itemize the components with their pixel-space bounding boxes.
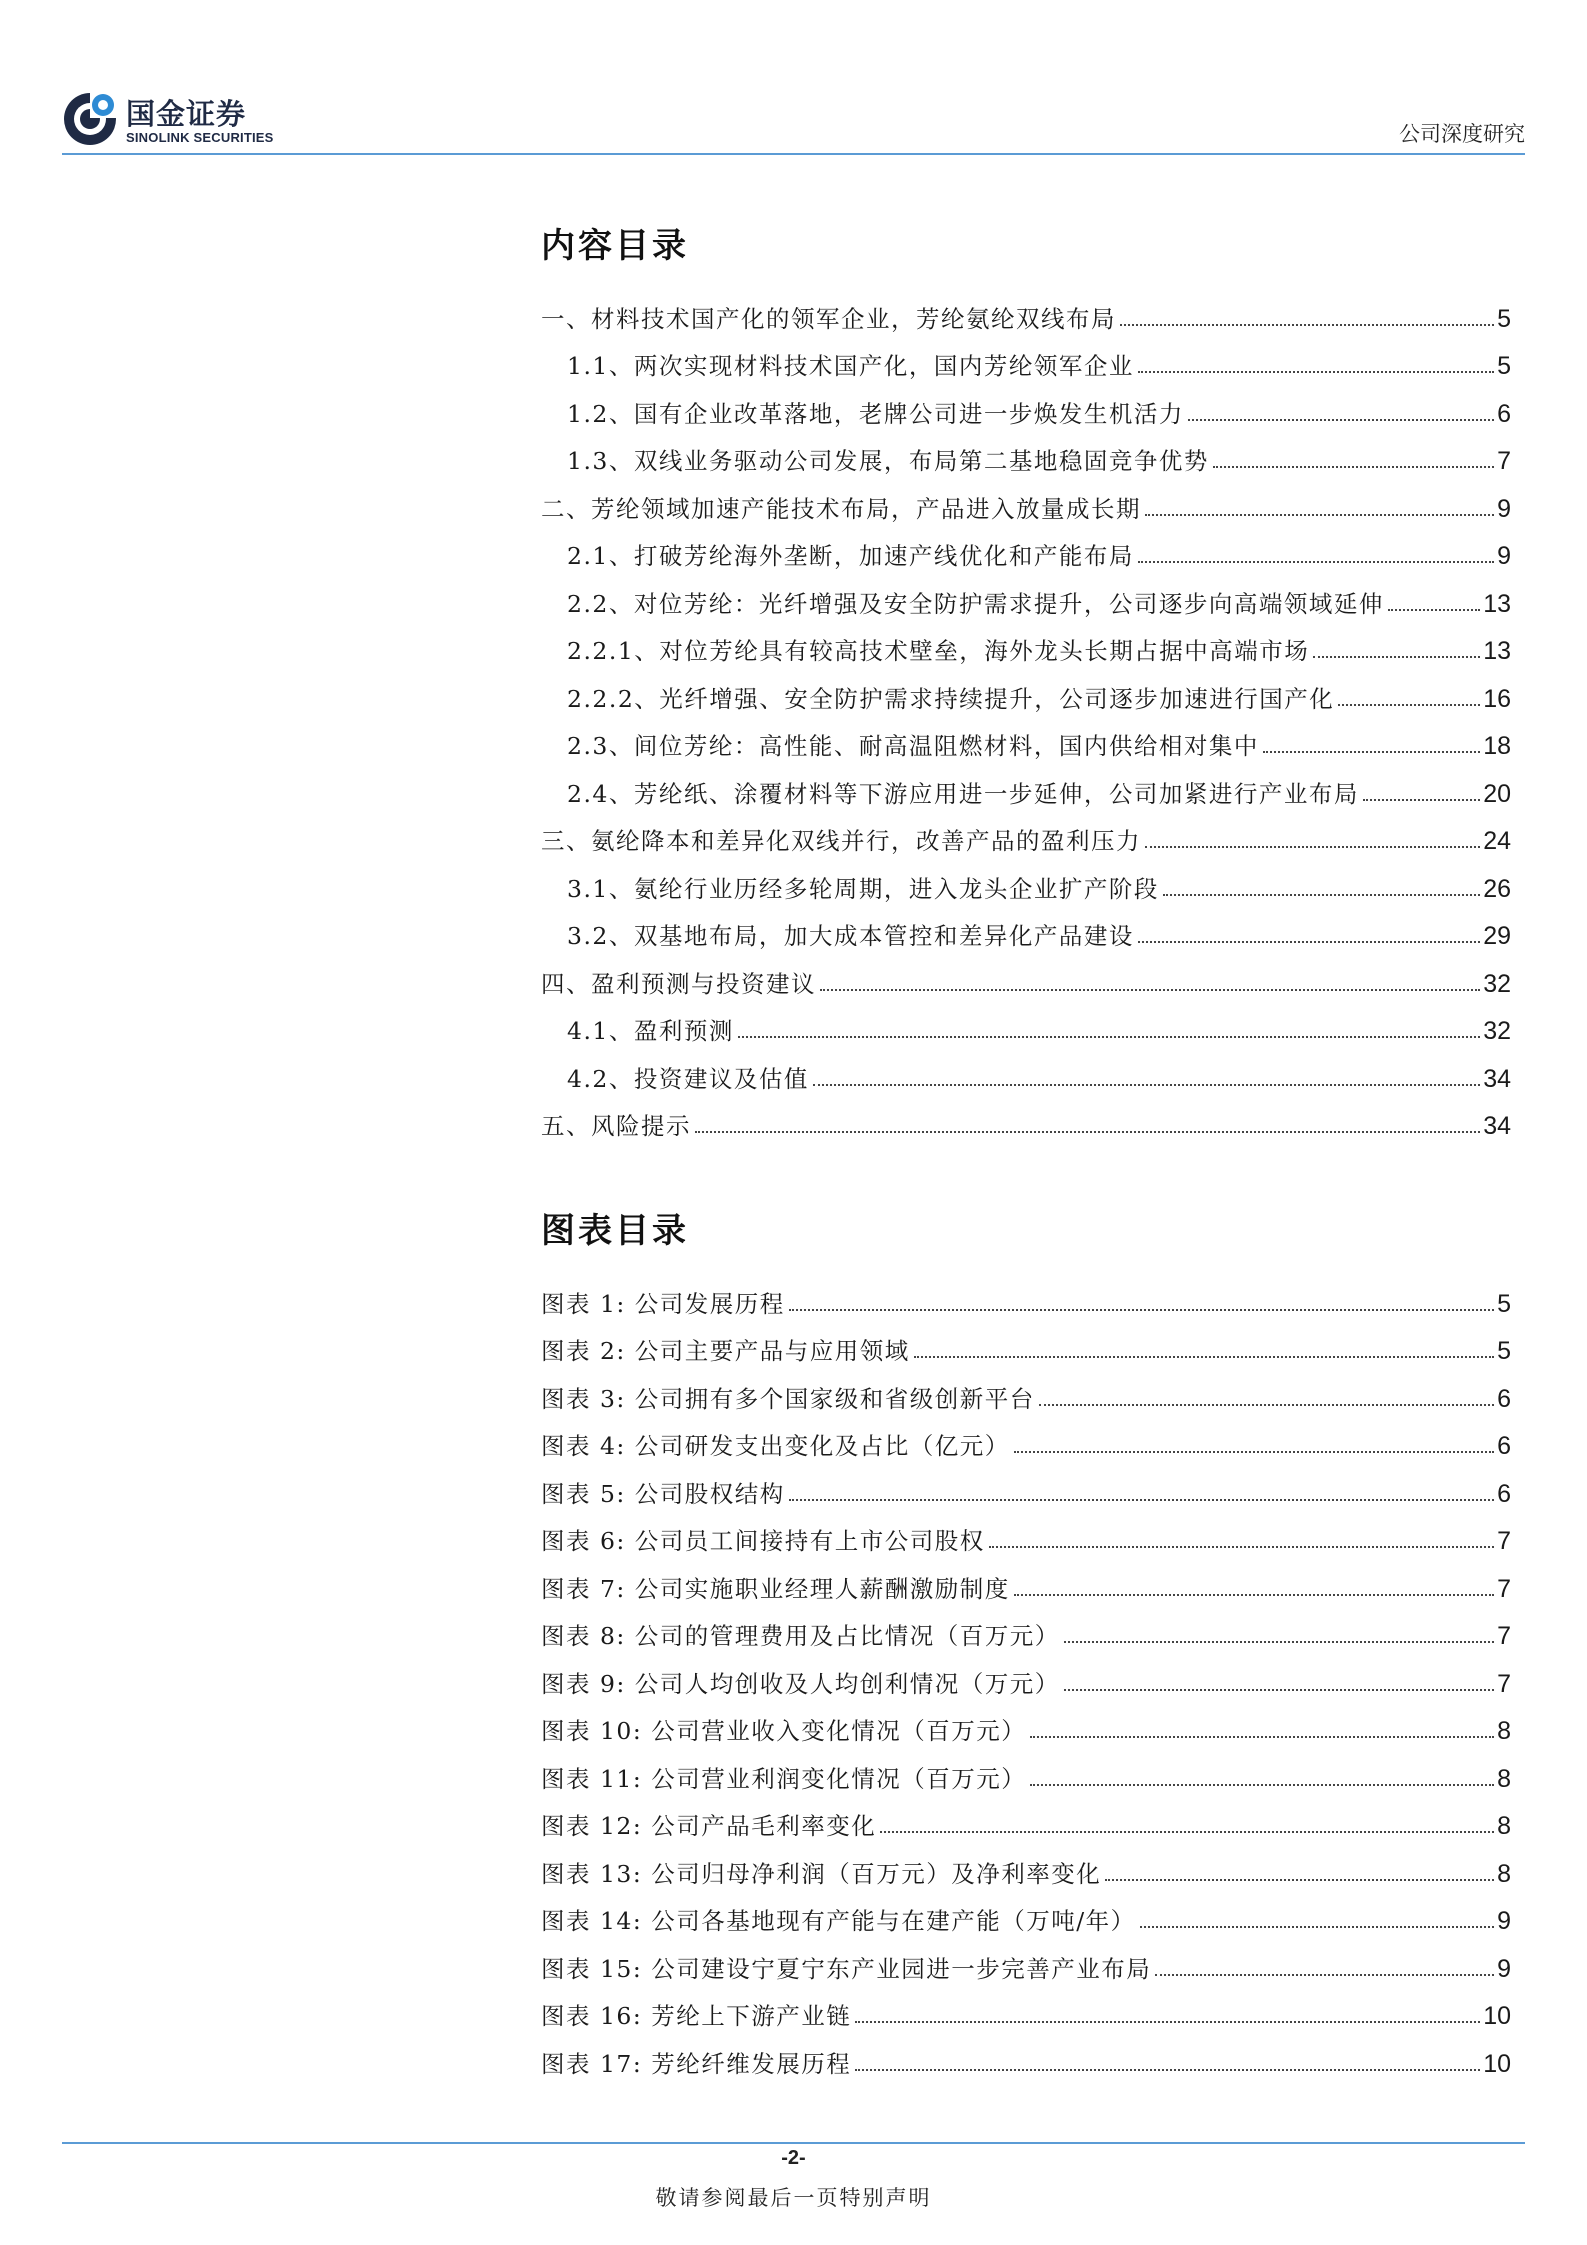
figure-entry-page-number: 8 [1497, 1812, 1511, 1840]
leader-dots [880, 1831, 1494, 1833]
figures-list [541, 1275, 1511, 2083]
leader-dots [1014, 1451, 1494, 1453]
figure-entry[interactable] [541, 1370, 1511, 1418]
leader-dots [1064, 1689, 1494, 1691]
leader-dots [855, 2021, 1480, 2023]
page-body [541, 222, 1511, 2083]
leader-dots [1163, 894, 1480, 896]
contents-entry[interactable] [541, 338, 1511, 386]
figure-entry-label: 图表 13: 公司归母净利润（百万元）及净利率变化 [541, 1859, 1102, 1888]
figure-entry-label: 图表 1: 公司发展历程 [541, 1289, 785, 1318]
leader-dots [1138, 561, 1494, 563]
leader-dots [1213, 466, 1494, 468]
figure-entry-page-number: 8 [1497, 1859, 1511, 1888]
contents-entry[interactable] [541, 813, 1511, 861]
contents-entry-label: 四、盈利预测与投资建议 [541, 969, 816, 998]
leader-dots [738, 1036, 1480, 1038]
figure-entry-page-number: 8 [1497, 1717, 1511, 1745]
contents-entry[interactable] [541, 575, 1511, 623]
leader-dots [1313, 656, 1480, 658]
figure-entry[interactable] [541, 1465, 1511, 1513]
contents-entry-label: 二、芳纶领域加速产能技术布局，产品进入放量成长期 [541, 494, 1141, 523]
leader-dots [1138, 941, 1480, 943]
contents-entry-label: 2.2.2、光纤增强、安全防护需求持续提升，公司逐步加速进行国产化 [567, 684, 1335, 713]
leader-dots [1155, 1974, 1494, 1976]
logo-chinese-name: 国金证券 [126, 97, 247, 131]
contents-entry[interactable] [541, 718, 1511, 766]
leader-dots [1188, 419, 1494, 421]
figure-entry-label: 图表 10: 公司营业收入变化情况（百万元） [541, 1717, 1027, 1745]
report-type-label: 公司深度研究 [1399, 122, 1525, 146]
figure-entry[interactable] [541, 1988, 1511, 2036]
contents-entry-label: 三、氨纶降本和差异化双线并行，改善产品的盈利压力 [541, 827, 1141, 855]
contents-entry-label: 五、风险提示 [541, 1112, 691, 1140]
contents-entry-page-number: 32 [1483, 1017, 1511, 1045]
figure-entry-page-number: 9 [1497, 1907, 1511, 1935]
contents-entry-label: 2.2.1、对位芳纶具有较高技术壁垒，海外龙头长期占据中高端市场 [567, 637, 1310, 665]
figure-entry-page-number: 7 [1497, 1622, 1511, 1650]
figure-entry-page-number: 6 [1497, 1384, 1511, 1413]
figure-entry[interactable] [541, 1323, 1511, 1371]
leader-dots [1030, 1784, 1494, 1786]
figure-entry-label: 图表 15: 公司建设宁夏宁东产业园进一步完善产业布局 [541, 1954, 1152, 1983]
contents-entry-label: 一、材料技术国产化的领军企业，芳纶氨纶双线布局 [541, 304, 1116, 333]
contents-entry-label: 4.1、盈利预测 [567, 1017, 734, 1045]
leader-dots [820, 989, 1480, 991]
figure-entry-page-number: 6 [1497, 1432, 1511, 1460]
figure-entry-label: 图表 5: 公司股权结构 [541, 1479, 785, 1508]
leader-dots [989, 1546, 1494, 1548]
leader-dots [789, 1309, 1494, 1311]
contents-entry[interactable] [541, 433, 1511, 481]
figure-entry[interactable] [541, 1940, 1511, 1988]
header-divider [62, 153, 1525, 155]
contents-entry[interactable] [541, 908, 1511, 956]
contents-entry-page-number: 29 [1483, 922, 1511, 950]
contents-entry-label: 4.2、投资建议及估值 [567, 1064, 809, 1093]
figure-entry-page-number: 8 [1497, 1764, 1511, 1793]
leader-dots [855, 2069, 1480, 2071]
figure-entry[interactable] [541, 1275, 1511, 1323]
contents-entry-page-number: 7 [1497, 447, 1511, 475]
leader-dots [1138, 371, 1494, 373]
leader-dots [1388, 609, 1480, 611]
figure-entry-label: 图表 3: 公司拥有多个国家级和省级创新平台 [541, 1384, 1035, 1413]
contents-entry[interactable] [541, 955, 1511, 1003]
sinolink-logo-icon [62, 90, 118, 146]
contents-entry[interactable] [541, 1003, 1511, 1051]
leader-dots [1145, 514, 1494, 516]
figure-entry[interactable] [541, 1845, 1511, 1893]
figure-entry-label: 图表 17: 芳纶纤维发展历程 [541, 2049, 852, 2078]
contents-entry[interactable] [541, 480, 1511, 528]
contents-list [541, 290, 1511, 1145]
figure-entry[interactable] [541, 1655, 1511, 1703]
figure-entry-page-number: 5 [1497, 1289, 1511, 1318]
figure-entry-label: 图表 2: 公司主要产品与应用领域 [541, 1337, 910, 1365]
footer-divider [62, 2142, 1525, 2144]
leader-dots [1363, 799, 1480, 801]
figure-entry-label: 图表 14: 公司各基地现有产能与在建产能（万吨/年） [541, 1907, 1136, 1935]
contents-entry-label: 3.1、氨纶行业历经多轮周期，进入龙头企业扩产阶段 [567, 874, 1159, 903]
figures-heading: 图表目录 [541, 1211, 689, 1251]
leader-dots [1338, 704, 1480, 706]
figure-entry[interactable] [541, 1608, 1511, 1656]
figure-entry-page-number: 9 [1497, 1954, 1511, 1983]
leader-dots [1120, 324, 1494, 326]
contents-entry[interactable] [541, 1098, 1511, 1146]
contents-entry[interactable] [541, 290, 1511, 338]
contents-entry-label: 2.2、对位芳纶：光纤增强及安全防护需求提升，公司逐步向高端领域延伸 [567, 589, 1384, 618]
contents-entry-page-number: 6 [1497, 399, 1511, 428]
leader-dots [914, 1356, 1494, 1358]
contents-entry[interactable] [541, 1050, 1511, 1098]
contents-entry-page-number: 34 [1483, 1112, 1511, 1140]
logo-english-name: SINOLINK SECURITIES [126, 130, 274, 145]
leader-dots [789, 1499, 1494, 1501]
figure-entry-label: 图表 6: 公司员工间接持有上市公司股权 [541, 1527, 985, 1555]
contents-entry-page-number: 5 [1497, 304, 1511, 333]
contents-entry-page-number: 34 [1483, 1064, 1511, 1093]
figure-entry-page-number: 7 [1497, 1574, 1511, 1603]
figure-entry[interactable] [541, 1513, 1511, 1561]
figure-entry-label: 图表 4: 公司研发支出变化及占比（亿元） [541, 1432, 1010, 1460]
leader-dots [695, 1131, 1480, 1133]
figure-entry[interactable] [541, 1798, 1511, 1846]
contents-entry[interactable] [541, 670, 1511, 718]
contents-heading: 内容目录 [541, 226, 689, 266]
contents-entry-page-number: 16 [1483, 684, 1511, 713]
figure-entry[interactable] [541, 1703, 1511, 1751]
contents-entry[interactable] [541, 385, 1511, 433]
leader-dots [1039, 1404, 1494, 1406]
figure-entry-page-number: 10 [1483, 2049, 1511, 2078]
contents-entry-page-number: 24 [1483, 827, 1511, 855]
figure-entry-label: 图表 7: 公司实施职业经理人薪酬激励制度 [541, 1574, 1010, 1603]
leader-dots [1263, 751, 1480, 753]
contents-entry-page-number: 13 [1483, 589, 1511, 618]
figure-entry[interactable] [541, 1750, 1511, 1798]
contents-entry[interactable] [541, 623, 1511, 671]
leader-dots [1105, 1879, 1494, 1881]
contents-entry[interactable] [541, 528, 1511, 576]
figure-entry[interactable] [541, 2035, 1511, 2083]
leader-dots [1140, 1926, 1494, 1928]
contents-entry-page-number: 26 [1483, 874, 1511, 903]
figure-entry-label: 图表 8: 公司的管理费用及占比情况（百万元） [541, 1622, 1060, 1650]
contents-entry-label: 2.3、间位芳纶：高性能、耐高温阻燃材料，国内供给相对集中 [567, 732, 1259, 760]
contents-entry-page-number: 9 [1497, 542, 1511, 570]
figure-entry-page-number: 10 [1483, 2002, 1511, 2030]
figure-entry[interactable] [541, 1560, 1511, 1608]
contents-entry-label: 2.1、打破芳纶海外垄断，加速产线优化和产能布局 [567, 542, 1134, 570]
contents-entry-label: 1.1、两次实现材料技术国产化，国内芳纶领军企业 [567, 352, 1134, 380]
leader-dots [1014, 1594, 1494, 1596]
contents-entry-page-number: 9 [1497, 494, 1511, 523]
leader-dots [1145, 846, 1480, 848]
page-number: -2- [781, 2147, 806, 2169]
figure-entry[interactable] [541, 1893, 1511, 1941]
leader-dots [1064, 1641, 1494, 1643]
figure-entry[interactable] [541, 1418, 1511, 1466]
leader-dots [813, 1084, 1480, 1086]
figure-entry-page-number: 7 [1497, 1527, 1511, 1555]
contents-entry-label: 3.2、双基地布局，加大成本管控和差异化产品建设 [567, 922, 1134, 950]
contents-entry-page-number: 20 [1483, 779, 1511, 808]
contents-entry-page-number: 18 [1483, 732, 1511, 760]
figure-entry-label: 图表 11: 公司营业利润变化情况（百万元） [541, 1764, 1027, 1793]
figure-entry-label: 图表 9: 公司人均创收及人均创利情况（万元） [541, 1669, 1060, 1698]
figure-entry-page-number: 5 [1497, 1337, 1511, 1365]
figure-entry-label: 图表 12: 公司产品毛利率变化 [541, 1812, 877, 1840]
company-logo [62, 90, 302, 150]
contents-entry-label: 1.2、国有企业改革落地，老牌公司进一步焕发生机活力 [567, 399, 1184, 428]
leader-dots [1030, 1736, 1494, 1738]
contents-entry[interactable] [541, 765, 1511, 813]
figure-entry-page-number: 6 [1497, 1479, 1511, 1508]
contents-entry[interactable] [541, 860, 1511, 908]
footer-disclaimer: 敬请参阅最后一页特别声明 [655, 2186, 932, 2210]
contents-entry-label: 1.3、双线业务驱动公司发展，布局第二基地稳固竞争优势 [567, 447, 1209, 475]
contents-entry-page-number: 5 [1497, 352, 1511, 380]
figure-entry-label: 图表 16: 芳纶上下游产业链 [541, 2002, 852, 2030]
contents-entry-page-number: 13 [1483, 637, 1511, 665]
contents-entry-page-number: 32 [1483, 969, 1511, 998]
page-header [62, 88, 1525, 156]
figure-entry-page-number: 7 [1497, 1669, 1511, 1698]
contents-entry-label: 2.4、芳纶纸、涂覆材料等下游应用进一步延伸，公司加紧进行产业布局 [567, 779, 1359, 808]
